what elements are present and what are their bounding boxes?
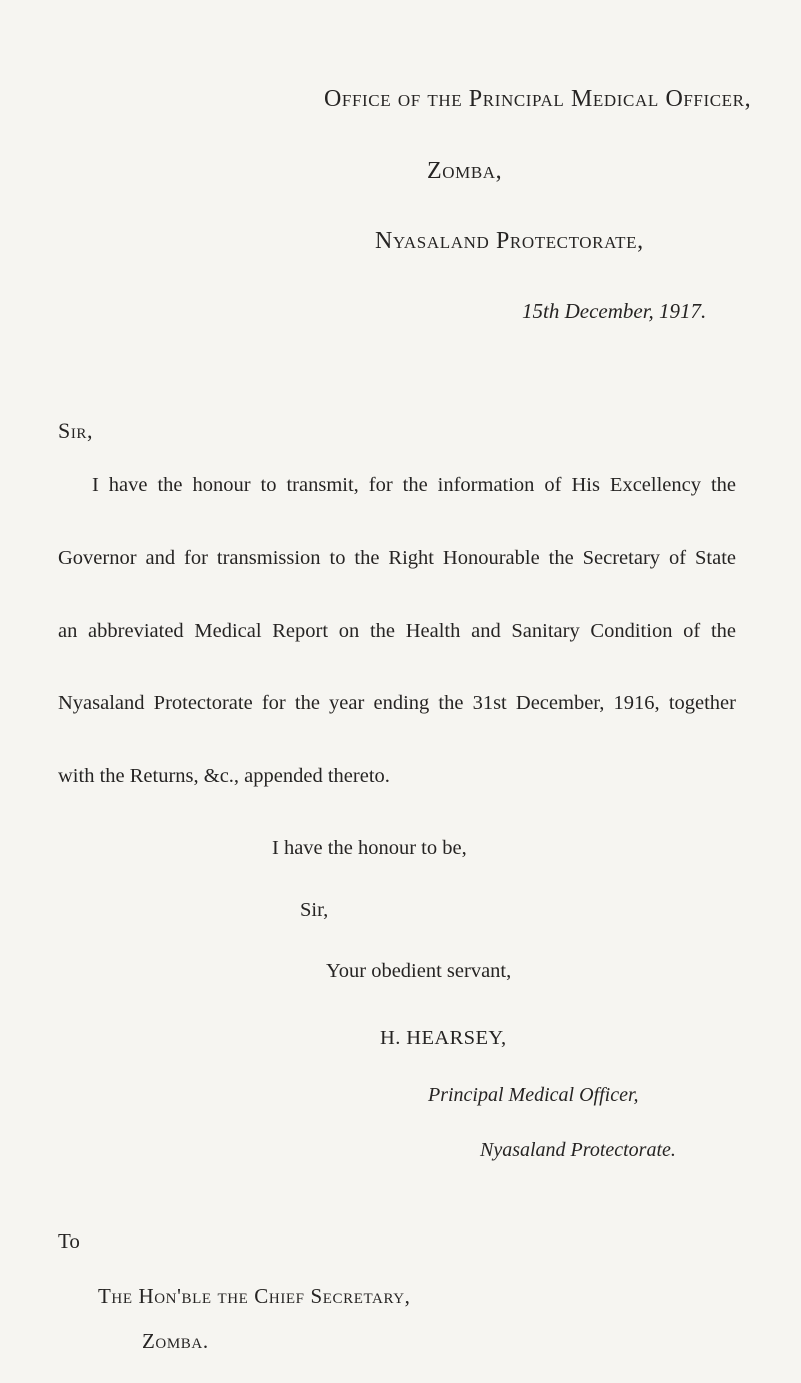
letter-date: 15th December, 1917.: [522, 299, 707, 323]
letterhead-town: Zomba,: [427, 158, 503, 184]
closing-line-3: Your obedient servant,: [326, 960, 512, 982]
body-line-5: with the Returns, &c., appended thereto.: [58, 765, 390, 787]
signature-location: Nyasaland Protectorate.: [480, 1139, 676, 1161]
signature-name: H. HEARSEY,: [380, 1027, 507, 1049]
signature-title: Principal Medical Officer,: [428, 1084, 639, 1106]
addressee-name: The Hon'ble the Chief Secretary,: [98, 1284, 411, 1308]
letterhead-protectorate: Nyasaland Protectorate,: [375, 228, 644, 254]
closing-line-2: Sir,: [300, 899, 329, 921]
addressee-town: Zomba.: [142, 1329, 209, 1353]
addressee-to: To: [58, 1229, 80, 1253]
body-line-3: an abbreviated Medical Report on the Health and Sanitary Condition of the: [58, 620, 736, 642]
letterhead-office: Office of the Principal Medical Officer,: [324, 86, 752, 112]
body-line-2: Governor and for transmission to the Right Honourable the Secretary of State: [58, 547, 736, 569]
body-line-1: I have the honour to transmit, for the information of His Excellency the: [92, 474, 736, 496]
body-line-4: Nyasaland Protectorate for the year ending the 31st December, 1916, together: [58, 692, 736, 714]
closing-line-1: I have the honour to be,: [272, 837, 467, 859]
salutation: Sir,: [58, 418, 94, 443]
